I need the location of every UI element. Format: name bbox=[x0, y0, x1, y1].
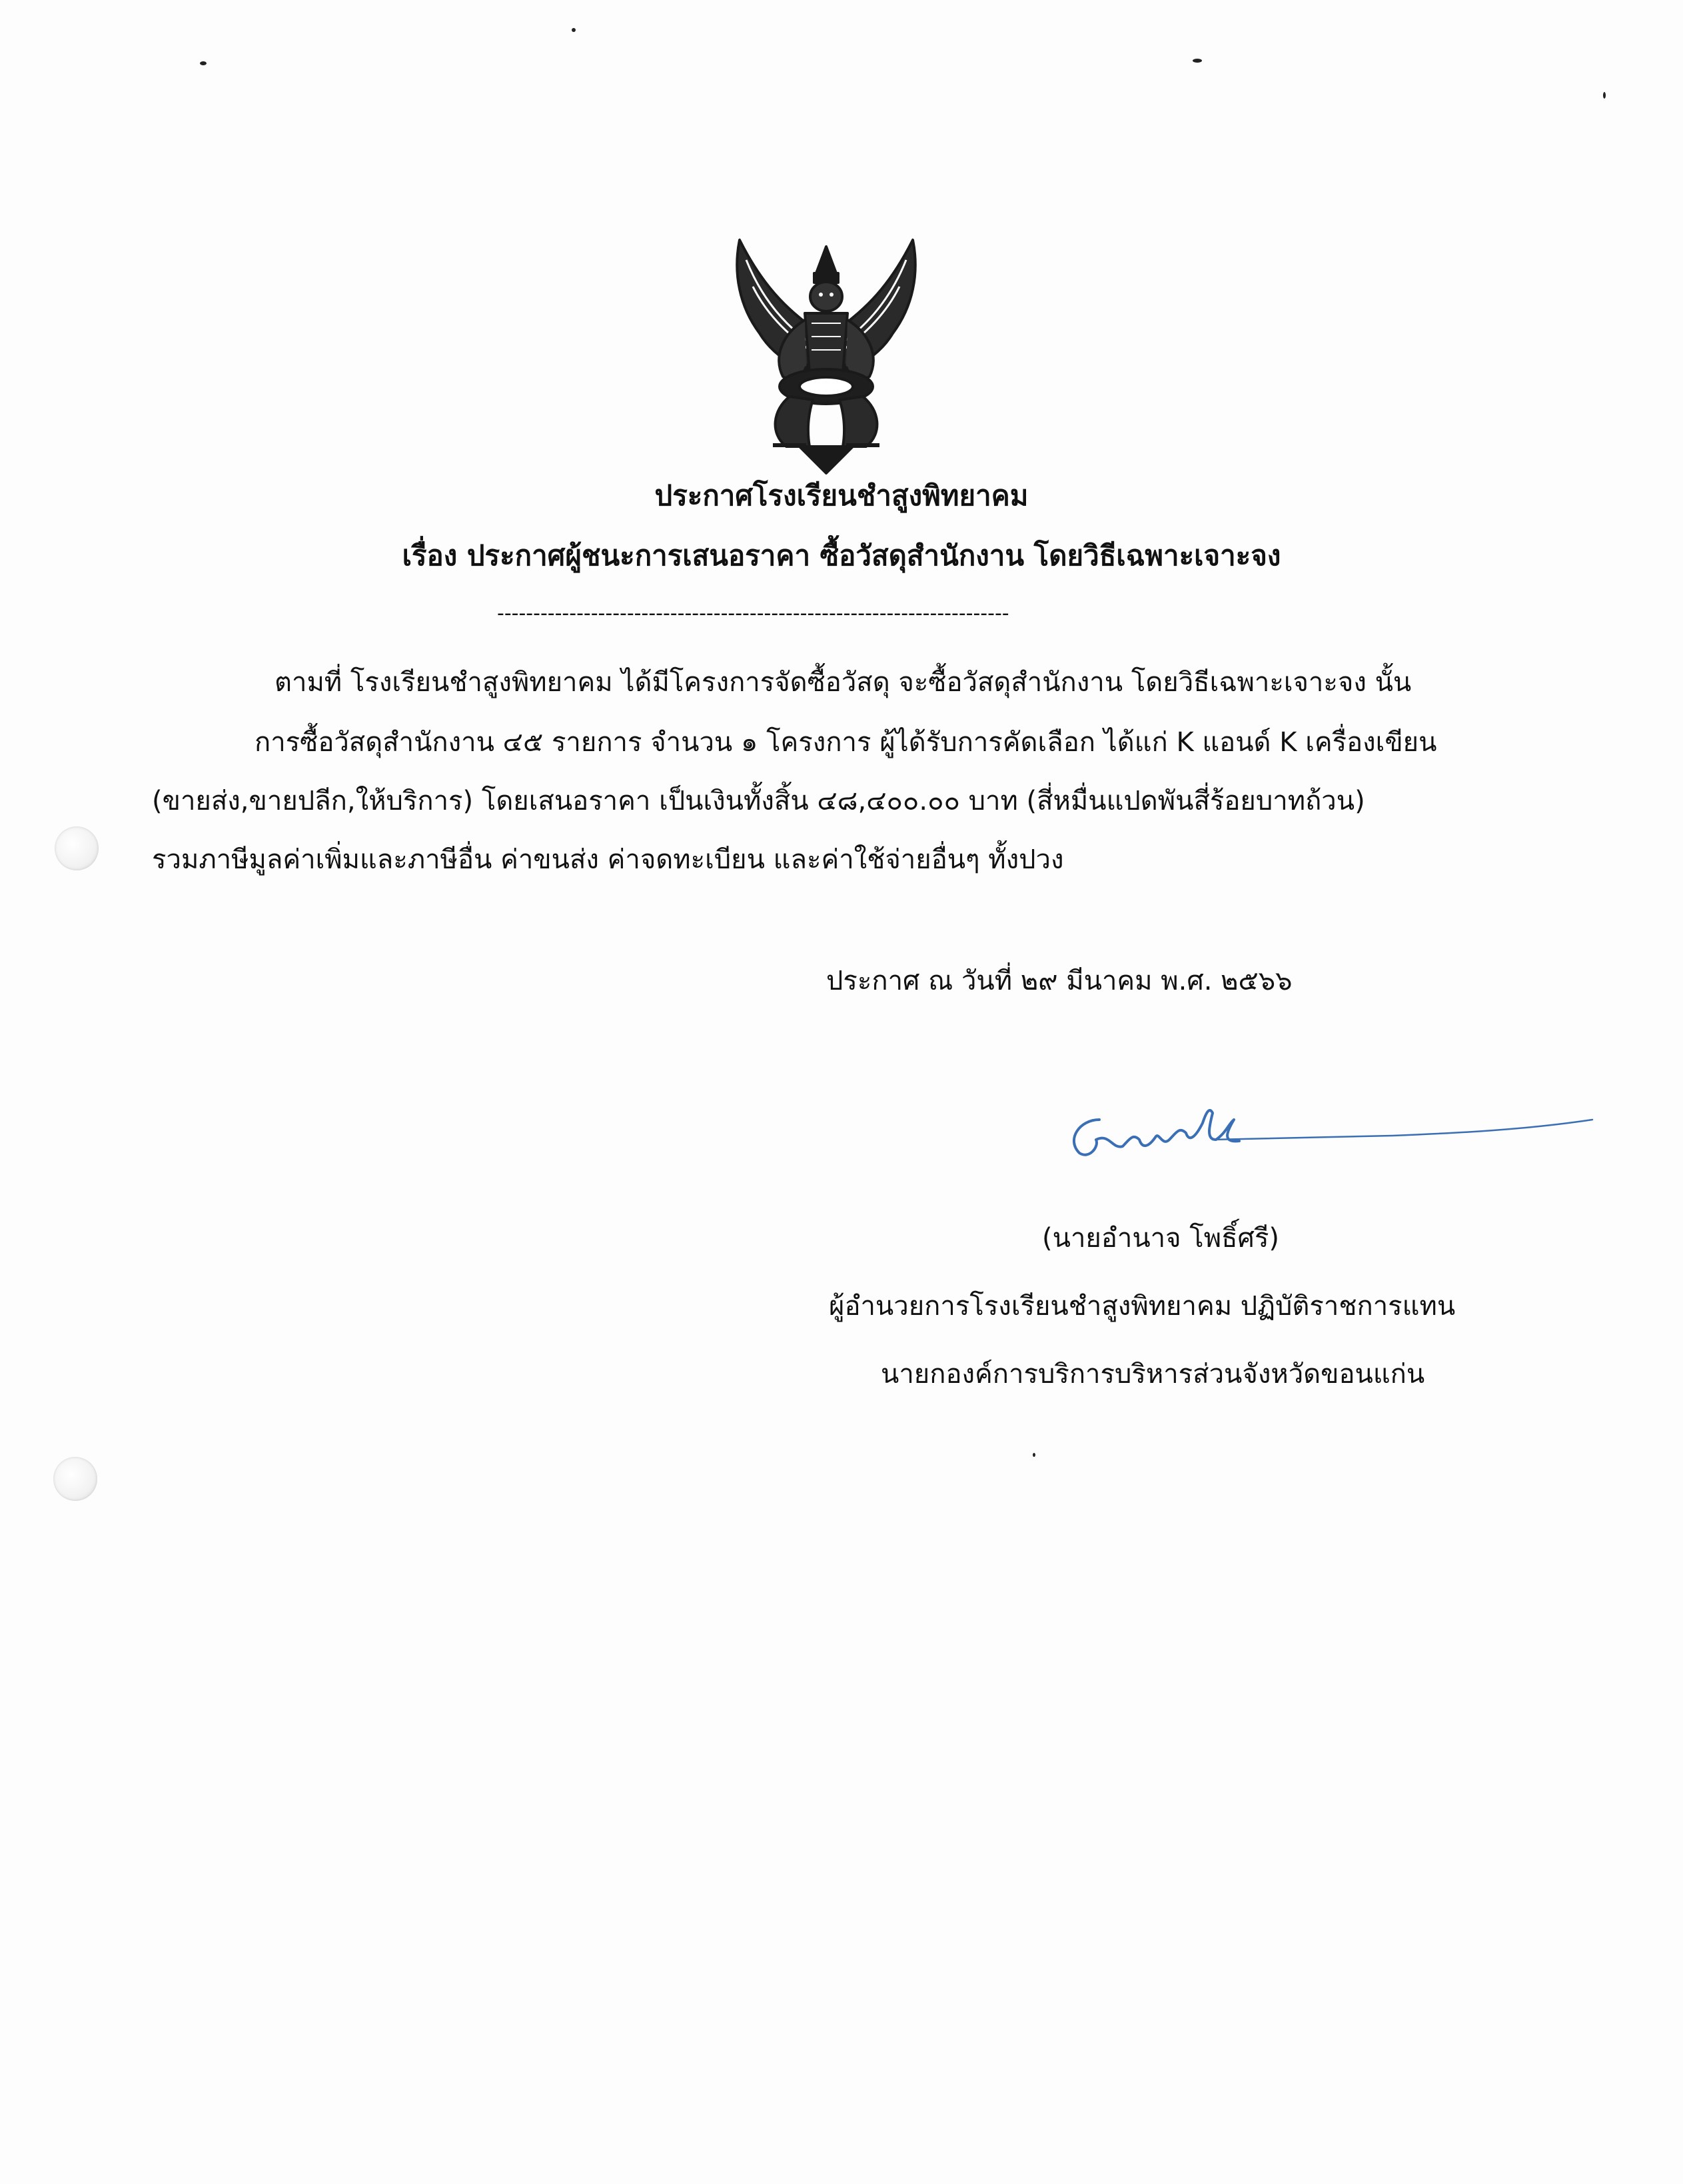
scan-speck bbox=[1193, 59, 1202, 63]
signatory-position-line-2: นายกองค์การบริการบริหารส่วนจังหวัดขอนแก่น bbox=[881, 1359, 1425, 1390]
punch-hole bbox=[55, 826, 99, 870]
body-paragraph-2-line-1: การซื้อวัสดุสำนักงาน ๔๕ รายการ จำนวน ๑ โครงการ ผู้ได้รับการคัดเลือก ได้แก่ K แอนด์ K เครื่องเขียน bbox=[255, 727, 1437, 758]
scan-speck bbox=[1603, 92, 1606, 99]
signatory-name: (นายอำนาจ โพธิ์ศรี) bbox=[1042, 1223, 1280, 1254]
handwritten-signature-icon bbox=[1059, 1093, 1606, 1193]
subject-line: เรื่อง ประกาศผู้ชนะการเสนอราคา ซื้อวัสดุสำนักงาน โดยวิธีเฉพาะเจาะจง bbox=[402, 539, 1281, 572]
scan-speck bbox=[572, 28, 576, 32]
separator-line: ----------------------------------------------------------------------- bbox=[497, 602, 1009, 625]
body-paragraph-2-line-3: รวมภาษีมูลค่าเพิ่มและภาษีอื่น ค่าขนส่ง ค่าจดทะเบียน และค่าใช้จ่ายอื่นๆ ทั้งปวง bbox=[152, 844, 1064, 875]
scan-speck bbox=[200, 61, 207, 65]
announcement-title: ประกาศโรงเรียนชำสูงพิทยาคม bbox=[654, 479, 1029, 512]
punch-hole bbox=[53, 1457, 97, 1501]
body-paragraph-1: ตามที่ โรงเรียนชำสูงพิทยาคม ได้มีโครงการจัดซื้อวัสดุ จะซื้อวัสดุสำนักงาน โดยวิธีเฉพาะเจาะจง นั้น bbox=[275, 667, 1412, 698]
garuda-emblem-icon bbox=[720, 233, 933, 480]
signatory-position-line-1: ผู้อำนวยการโรงเรียนชำสูงพิทยาคม ปฏิบัติราชการแทน bbox=[829, 1291, 1456, 1322]
announcement-date: ประกาศ ณ วันที่ ๒๙ มีนาคม พ.ศ. ๒๕๖๖ bbox=[826, 966, 1293, 996]
body-paragraph-2-line-2: (ขายส่ง,ขายปลีก,ให้บริการ) โดยเสนอราคา เป็นเงินทั้งสิ้น ๔๘,๔๐๐.๐๐ บาท (สี่หมื่นแปดพันสี่ร้อยบาทถ้วน) bbox=[152, 786, 1365, 816]
scan-speck bbox=[1033, 1453, 1035, 1457]
